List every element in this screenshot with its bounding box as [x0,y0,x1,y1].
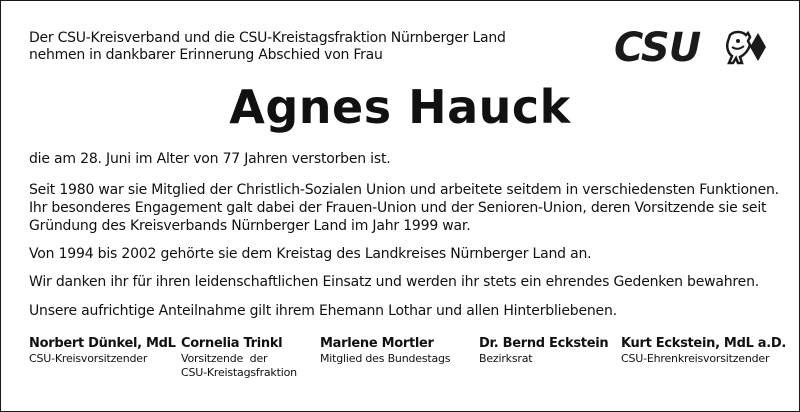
body-paragraph: die am 28. Juni im Alter von 77 Jahren verstorben ist. [29,151,391,167]
obituary-body [29,150,789,331]
body-paragraph: Wir danken ihr für ihren leidenschaftlichen Einsatz und werden ihr stets ein ehrendes Gedenken bewahren. [29,274,760,290]
signatory-name: Norbert Dünkel, MdL [29,336,176,351]
body-line: Seit 1980 war sie Mitglied der Christlich-Sozialen Union und arbeitete seitdem in verschiedensten Funktionen. [29,182,779,198]
signatory-role: CSU-Ehrenkreisvorsitzender [621,352,770,365]
signatory-role: Vorsitzende der [181,352,268,365]
signatory [29,336,176,366]
body-paragraph [29,181,789,235]
signatory-role: CSU-Kreisvorsitzender [29,352,148,365]
deceased-name: Agnes Hauck [229,80,571,134]
logo-wordmark: CSU [614,27,701,67]
lion-emblem-icon [727,32,766,63]
signatory-role: CSU-Kreistagsfraktion [181,366,297,379]
signatory-role: Mitglied des Bundestags [320,352,451,365]
signatory [181,336,297,380]
intro-line: Der CSU-Kreisverband und die CSU-Kreistagsfraktion Nürnberger Land [29,30,506,46]
csu-logo-graphic [614,27,772,67]
signatory-name: Dr. Bernd Eckstein [479,336,609,351]
signatory-name: Cornelia Trinkl [181,336,283,351]
intro-text [29,30,506,64]
signatory [621,336,786,366]
signatory-name: Marlene Mortler [320,336,434,351]
signatory [479,336,608,366]
body-line: Ihr besonderes Engagement galt dabei der Frauen-Union und der Senioren-Union, deren Vorsitzende sie seit [29,200,767,216]
body-line: Gründung des Kreisverbands Nürnberger Land im Jahr 1999 war. [29,218,471,234]
csu-logo [614,27,772,67]
signatory-name: Kurt Eckstein, MdL a.D. [621,336,787,351]
intro-line: nehmen in dankbarer Erinnerung Abschied von Frau [29,47,383,63]
signatory [320,336,450,366]
body-paragraph: Von 1994 bis 2002 gehörte sie dem Kreistag des Landkreises Nürnberger Land an. [29,246,592,262]
signatory-role: Bezirksrat [479,352,533,365]
body-paragraph: Unsere aufrichtige Anteilnahme gilt ihrem Ehemann Lothar und allen Hinterbliebenen. [29,303,617,319]
